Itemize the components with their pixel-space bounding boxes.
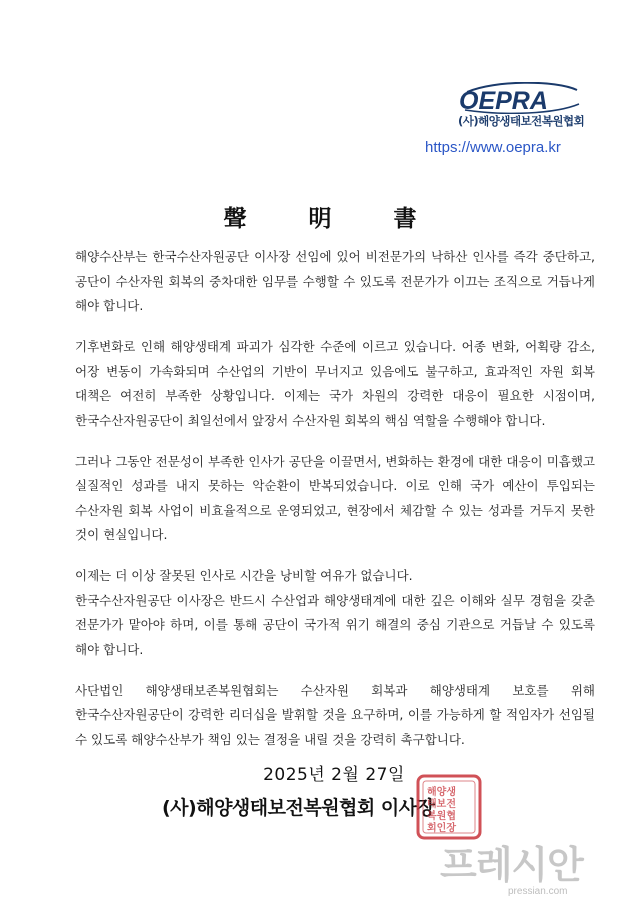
title-char: 明 <box>308 205 332 232</box>
svg-text:태보전: 태보전 <box>427 799 456 810</box>
organization-logo <box>455 82 585 132</box>
title-char: 聲 <box>223 205 247 232</box>
paragraph: 이제는 더 이상 잘못된 인사로 시간을 낭비할 여유가 없습니다. <box>75 568 413 583</box>
oepra-logo-icon <box>455 82 585 114</box>
paragraph: 해양수산부는 한국수산자원공단 이사장 선임에 있어 비전문가의 낙하산 인사를 즉각 중단하고, 공단이 수산자원 회복의 중차대한 임무를 수행할 수 있도록 전문가가 이끄는 조직으로 거듭나게 해야 합니다. <box>75 249 595 313</box>
svg-text:해양생: 해양생 <box>427 787 456 798</box>
paragraph: 기후변화로 인해 해양생태계 파괴가 심각한 수준에 이르고 있습니다. 어종 변화, 어획량 감소, 어장 변동이 가속화되며 수산업의 기반이 무너지고 있음에도 불구하고, 효과적인 자원 회복 대책은 여전히 부족한 상황입니다. 이제는 국가 차원의 강력한 대응이 필요한 시점이며, 한국수산자원공단이 최일선에서 앞장서 수산자원 회복의 핵심 역할을 수행해야 합니다. <box>75 339 595 428</box>
signer-name: (사)해양생태보전복원협회 이사장 <box>162 797 435 819</box>
statement-body <box>75 245 595 769</box>
logo-mark-text: OEPRA <box>459 87 548 114</box>
statement-date: 2025년 2월 27일 <box>263 765 405 785</box>
paragraph: 사단법인 해양생태보존복원협회는 수산자원 회복과 해양생태계 보호를 위해 한국수산자원공단이 강력한 리더십을 발휘할 것을 요구하며, 이를 가능하게 할 적임자가 선임될 수 있도록 해양수산부가 책임 있는 결정을 내릴 것을 강력히 촉구합니다. <box>75 682 595 747</box>
logo-subtitle: (사)해양생태보전복원협회 <box>458 114 585 128</box>
website-url[interactable]: https://www.oepra.kr <box>425 139 561 156</box>
svg-text:pressian.com: pressian.com <box>508 886 568 897</box>
pressian-watermark-icon <box>438 838 633 898</box>
title-char: 書 <box>393 205 417 232</box>
paragraph: 한국수산자원공단 이사장은 반드시 수산업과 해양생태계에 대한 깊은 이해와 실무 경험을 갖춘 전문가가 맡아야 하며, 이를 통해 공단이 국가적 위기 해결의 중심 기관으로 거듭날 수 있도록 해야 합니다. <box>75 592 595 657</box>
svg-text:복원협: 복원협 <box>427 811 456 822</box>
svg-text:프레시안: 프레시안 <box>440 843 583 887</box>
official-seal-icon <box>415 773 483 841</box>
svg-text:회인장: 회인장 <box>427 823 456 834</box>
paragraph: 그러나 그동안 전문성이 부족한 인사가 공단을 이끌면서, 변화하는 환경에 대한 대응이 미흡했고 실질적인 성과를 내지 못하는 악순환이 반복되었습니다. 이로 인해 국가 예산이 투입되는 수산자원 회복 사업이 비효율적으로 운영되었고, 현장에서 체감할 수 있는 성과를 거두지 못한 것이 현실입니다. <box>75 453 595 542</box>
document-title <box>0 200 640 233</box>
